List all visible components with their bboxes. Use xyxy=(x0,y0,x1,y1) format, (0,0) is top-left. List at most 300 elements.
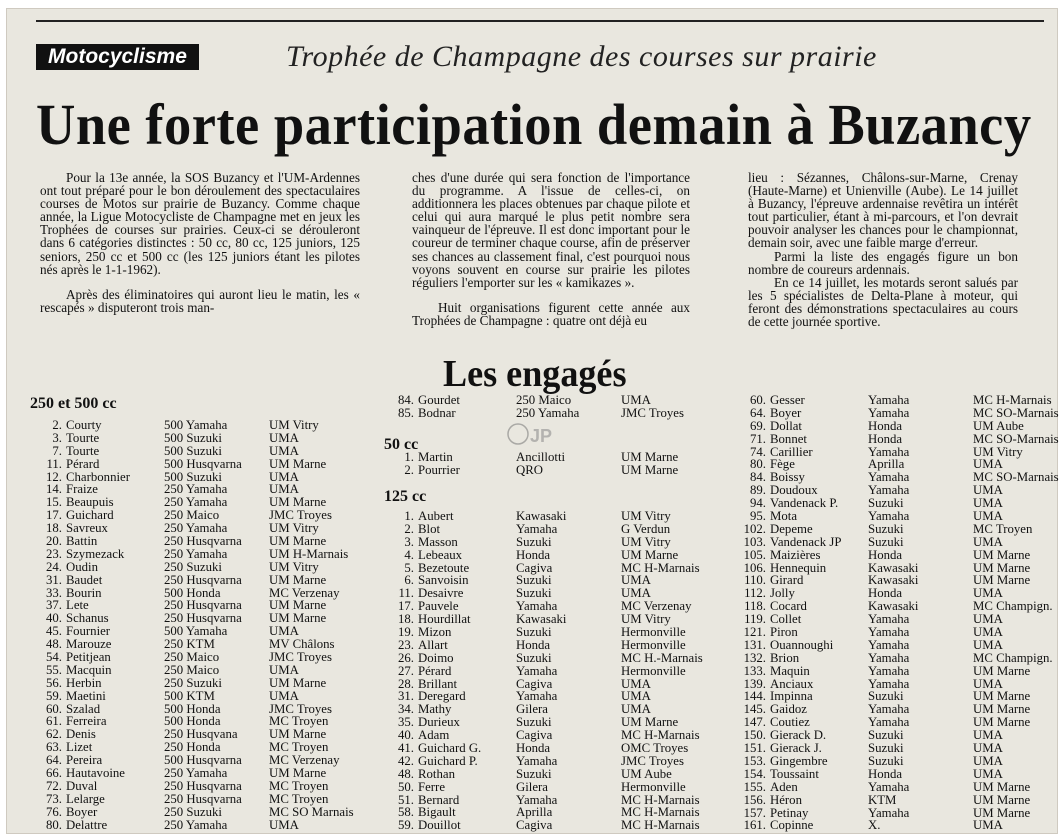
entrant-num: 26. xyxy=(398,650,414,665)
entrant-moto: 500 Suzuki xyxy=(164,469,222,484)
entrant-club: UMA xyxy=(973,728,1003,743)
entrant-club: UM Marne xyxy=(973,779,1031,794)
entrant-moto: QRO xyxy=(516,462,544,477)
entrant-name: Héron xyxy=(770,792,802,807)
entrant-moto: Suzuki xyxy=(516,625,552,640)
entrant-num: 60. xyxy=(750,393,766,407)
entrant-row xyxy=(728,794,1056,807)
entrant-name: Gaidoz xyxy=(770,702,807,717)
entrant-club: UMA xyxy=(973,676,1003,691)
entrant-club: UM Marne xyxy=(621,715,679,730)
entrant-club: UM Marne xyxy=(269,727,327,742)
entrant-moto: Yamaha xyxy=(516,792,558,807)
entrant-moto: 250 Maico xyxy=(164,508,220,523)
entrant-num: 54. xyxy=(46,650,62,665)
entrant-name: Copinne xyxy=(770,818,814,833)
entrant-num: 62. xyxy=(46,727,62,742)
entrant-row xyxy=(24,535,364,548)
entrant-club: UMA xyxy=(269,443,299,458)
entrant-row xyxy=(376,394,716,407)
entrant-num: 103. xyxy=(743,534,766,549)
entrant-name: Duval xyxy=(66,778,98,793)
entrant-name: Allart xyxy=(418,637,448,652)
entrant-moto: Suzuki xyxy=(516,766,552,781)
entrant-row xyxy=(24,767,364,780)
entrant-row xyxy=(24,419,364,432)
entrant-name: Jolly xyxy=(770,586,795,601)
entrant-moto: 250 Suzuki xyxy=(164,804,222,819)
entrant-name: Brion xyxy=(770,650,800,665)
entrant-moto: Honda xyxy=(516,547,551,562)
entrant-num: 31. xyxy=(398,689,414,704)
entrant-name: Battin xyxy=(66,534,98,549)
entrant-num: 71. xyxy=(750,431,766,446)
entrant-moto: Suzuki xyxy=(868,689,904,704)
newspaper-clipping xyxy=(6,8,1058,834)
entrant-name: Bourin xyxy=(66,585,102,600)
entrant-moto: Ancillotti xyxy=(516,450,566,464)
entrant-moto: Cagiva xyxy=(516,818,553,833)
entrant-club: MC SO-Marnais xyxy=(973,470,1059,485)
entrant-name: Boyer xyxy=(770,405,802,420)
entrant-club: UM Marne xyxy=(269,456,327,471)
entrant-moto: 250 Yamaha xyxy=(164,546,228,561)
entrant-moto: Suzuki xyxy=(868,728,904,743)
entrant-name: Pereira xyxy=(66,753,103,768)
entrant-moto: 250 Husqvarna xyxy=(164,534,242,549)
entrant-moto: 500 Suzuki xyxy=(164,443,222,458)
entrant-moto: Yamaha xyxy=(868,405,910,420)
entrant-row xyxy=(728,394,1056,407)
entrant-club: Hermonville xyxy=(621,637,686,652)
entrant-name: Piron xyxy=(770,625,798,640)
entrant-row xyxy=(728,742,1056,755)
entrant-num: 23. xyxy=(46,546,62,561)
entrant-moto: Yamaha xyxy=(868,444,910,459)
entrant-club: MC H-Marnais xyxy=(621,728,700,743)
entrant-num: 58. xyxy=(398,805,414,820)
entrant-club: UM Vitry xyxy=(973,444,1023,459)
entrant-moto: Suzuki xyxy=(868,753,904,768)
entrant-row xyxy=(24,561,364,574)
entrant-row xyxy=(376,464,716,477)
entrant-moto: 250 Maico xyxy=(164,662,220,677)
entrant-moto: Cagiva xyxy=(516,728,553,743)
entrant-club: UMA xyxy=(621,393,651,407)
entrant-num: 3. xyxy=(52,430,62,445)
entrant-name: Pérard xyxy=(66,456,100,471)
entrant-club: UMA xyxy=(269,817,299,832)
entrant-name: Delattre xyxy=(66,817,108,832)
entrant-name: Bonnet xyxy=(770,431,807,446)
entrants-heading: Les engagés xyxy=(443,353,627,395)
entrant-row xyxy=(376,523,716,536)
entrant-moto: Yamaha xyxy=(868,663,910,678)
entrant-name: Aden xyxy=(770,779,798,794)
entrant-name: Mota xyxy=(770,509,798,524)
entrant-name: Fournier xyxy=(66,624,111,639)
entrant-name: Hautavoine xyxy=(66,766,125,781)
entrant-moto: Gilera xyxy=(516,779,548,794)
entrant-row xyxy=(24,677,364,690)
entrant-row xyxy=(376,549,716,562)
entrant-name: Maquin xyxy=(770,663,810,678)
entrant-num: 118. xyxy=(744,599,766,614)
entrant-moto: Honda xyxy=(516,637,551,652)
entrant-num: 2. xyxy=(52,418,62,432)
entrant-name: Depeme xyxy=(770,521,813,536)
entrant-num: 41. xyxy=(398,741,414,756)
entrant-club: UMA xyxy=(621,702,651,717)
entrant-moto: Suzuki xyxy=(868,521,904,536)
entrant-num: 73. xyxy=(46,791,62,806)
entrant-club: UM Marne xyxy=(269,611,327,626)
entrant-row xyxy=(376,665,716,678)
entrant-club: MC Troyen xyxy=(973,521,1033,536)
entrant-num: 4. xyxy=(404,547,414,562)
entrant-club: OMC Troyes xyxy=(621,741,689,756)
entrant-club: UM Marne xyxy=(269,495,327,510)
entrant-num: 35. xyxy=(398,715,414,730)
watermark-face-icon xyxy=(508,424,528,444)
entrant-moto: Kawasaki xyxy=(868,573,919,588)
entrant-club: MC Troyen xyxy=(269,740,329,755)
section-rubric: Motocyclisme xyxy=(36,44,199,70)
entrant-moto: 250 KTM xyxy=(164,637,215,652)
entrant-num: 42. xyxy=(398,753,414,768)
entrant-club: UM Marne xyxy=(269,766,327,781)
entrant-name: Boyer xyxy=(66,804,98,819)
entrant-club: UMA xyxy=(973,483,1003,498)
entrant-name: Adam xyxy=(418,728,450,743)
entrant-num: 85. xyxy=(398,405,414,420)
entrant-row xyxy=(728,665,1056,678)
entrant-name: Masson xyxy=(418,534,458,549)
entrant-name: Hourdillat xyxy=(418,612,471,627)
entrant-num: 64. xyxy=(750,405,766,420)
entrant-row xyxy=(728,523,1056,536)
entrant-moto: 500 Husqvarna xyxy=(164,753,242,768)
entrant-name: Gingembre xyxy=(770,753,828,768)
entrant-num: 19. xyxy=(398,625,414,640)
entrant-club: MC H-Marnais xyxy=(621,805,700,820)
entrant-row xyxy=(24,548,364,561)
entrant-club: UM Aube xyxy=(621,766,672,781)
entrant-club: UM Marne xyxy=(973,715,1031,730)
entrant-name: Bezetoute xyxy=(418,560,470,575)
entrant-moto: Yamaha xyxy=(516,689,558,704)
entrant-club: UMA xyxy=(973,625,1003,640)
entrant-moto: 250 Yamaha xyxy=(164,766,228,781)
entrant-num: 40. xyxy=(46,611,62,626)
entrant-name: Desaivre xyxy=(418,586,464,601)
entrant-moto: 250 Husqvarna xyxy=(164,572,242,587)
entrant-club: MC H-Marnais xyxy=(621,560,700,575)
entrants-list-125 xyxy=(376,510,716,832)
entrant-moto: KTM xyxy=(868,792,897,807)
entrant-name: Carillier xyxy=(770,444,813,459)
entrant-moto: Kawasaki xyxy=(868,560,919,575)
entrant-row xyxy=(728,510,1056,523)
entrant-club: UM Marne xyxy=(269,675,327,690)
entrant-club: MC Troyen xyxy=(269,778,329,793)
entrant-num: 18. xyxy=(46,521,62,536)
entrant-row xyxy=(728,549,1056,562)
entrant-name: Guichard G. xyxy=(418,741,482,756)
entrant-moto: 250 Maico xyxy=(164,650,220,665)
entrant-moto: Yamaha xyxy=(868,779,910,794)
entrant-num: 27. xyxy=(398,663,414,678)
entrant-name: Vandenack JP xyxy=(770,534,842,549)
entrant-name: Doudoux xyxy=(770,483,818,498)
entrant-name: Gourdet xyxy=(418,393,460,407)
entrant-club: JMC Troyes xyxy=(269,508,332,523)
entrant-moto: Suzuki xyxy=(868,534,904,549)
entrant-club: UM Marne xyxy=(973,805,1031,820)
entrant-name: Fraize xyxy=(66,482,98,497)
entrant-row xyxy=(728,626,1056,639)
entrant-name: Fège xyxy=(770,457,795,472)
entrant-row xyxy=(376,639,716,652)
entrant-moto: Suzuki xyxy=(516,715,552,730)
entrant-club: UM Vitry xyxy=(621,534,671,549)
entrant-club: UMA xyxy=(973,457,1003,472)
entrant-moto: Suzuki xyxy=(516,534,552,549)
entrant-num: 23. xyxy=(398,637,414,652)
entrant-name: Herbin xyxy=(66,675,102,690)
entrant-club: MC Champign. xyxy=(973,650,1053,665)
entrant-club: UMA xyxy=(973,586,1003,601)
entrant-row xyxy=(376,626,716,639)
entrant-name: Petitjean xyxy=(66,650,111,665)
entrant-num: 20. xyxy=(46,534,62,549)
entrant-num: 64. xyxy=(46,753,62,768)
entrant-moto: 500 Husqvarna xyxy=(164,456,242,471)
entrant-row xyxy=(728,768,1056,781)
entrant-row xyxy=(24,458,364,471)
entrant-name: Doimo xyxy=(418,650,454,665)
entrant-moto: 250 Husqvarna xyxy=(164,598,242,613)
entrant-num: 80. xyxy=(750,457,766,472)
entrant-moto: Kawasaki xyxy=(516,509,567,523)
entrant-name: Ferre xyxy=(418,779,445,794)
entrant-club: MC Verzenay xyxy=(269,585,340,600)
entrant-num: 147. xyxy=(743,715,766,730)
entrant-name: Pourrier xyxy=(418,462,460,477)
entrant-moto: Yamaha xyxy=(868,702,910,717)
entrant-name: Gierack J. xyxy=(770,741,822,756)
entrant-moto: 500 Honda xyxy=(164,585,221,600)
entrant-num: 150. xyxy=(743,728,766,743)
entrant-name: Tourte xyxy=(66,430,100,445)
entrant-name: Sanvoisin xyxy=(418,573,469,588)
entrant-num: 84. xyxy=(750,470,766,485)
entrant-num: 133. xyxy=(743,663,766,678)
entrant-row xyxy=(376,819,716,832)
entrant-club: UMA xyxy=(973,612,1003,627)
entrant-moto: 500 Yamaha xyxy=(164,624,228,639)
entrant-name: Bigault xyxy=(418,805,456,820)
entrant-club: UMA xyxy=(269,688,299,703)
entrant-num: 33. xyxy=(46,585,62,600)
entrant-num: 28. xyxy=(398,676,414,691)
entrant-row xyxy=(24,432,364,445)
entrant-name: Savreux xyxy=(66,521,108,536)
entrant-club: Hermonville xyxy=(621,625,686,640)
entrant-row xyxy=(728,536,1056,549)
entrant-row xyxy=(728,639,1056,652)
entrant-num: 2. xyxy=(404,521,414,536)
entrant-num: 3. xyxy=(404,534,414,549)
entrant-moto: Honda xyxy=(868,418,903,433)
entrant-moto: 250 Yamaha xyxy=(164,495,228,510)
entrant-num: 12. xyxy=(46,469,62,484)
entrant-num: 45. xyxy=(46,624,62,639)
entrant-club: MC SO-Marnais xyxy=(973,431,1059,446)
entrant-club: UMA xyxy=(973,753,1003,768)
entrant-row xyxy=(376,536,716,549)
entrant-moto: 500 Honda xyxy=(164,714,221,729)
entrant-num: 17. xyxy=(46,508,62,523)
entrant-row xyxy=(728,755,1056,768)
entrant-moto: Yamaha xyxy=(868,676,910,691)
entrant-name: Collet xyxy=(770,612,802,627)
entrant-row xyxy=(24,780,364,793)
entrant-club: UM Marne xyxy=(621,450,679,464)
entrant-club: UM Vitry xyxy=(269,418,319,432)
section-title-250-500: 250 et 500 cc xyxy=(30,395,117,412)
entrant-name: Deregard xyxy=(418,689,466,704)
entrant-moto: Yamaha xyxy=(516,599,558,614)
entrant-name: Petinay xyxy=(770,805,809,820)
entrant-club: MC H-Marnais xyxy=(973,393,1052,407)
entrant-club: UMA xyxy=(973,534,1003,549)
article-column-2 xyxy=(412,171,690,327)
entrant-num: 56. xyxy=(46,675,62,690)
entrant-club: UMA xyxy=(973,637,1003,652)
entrant-num: 14. xyxy=(46,482,62,497)
entrant-club: JMC Troyes xyxy=(621,405,684,420)
entrant-moto: Yamaha xyxy=(868,805,910,820)
entrant-row xyxy=(728,819,1056,832)
entrant-name: Bernard xyxy=(418,792,460,807)
entrant-name: Pérard xyxy=(418,663,452,678)
entrant-moto: Kawasaki xyxy=(868,599,919,614)
entrant-club: UMA xyxy=(973,818,1003,833)
entrant-club: UM Marne xyxy=(973,547,1031,562)
entrant-club: UM Marne xyxy=(973,573,1031,588)
entrant-num: 31. xyxy=(46,572,62,587)
entrant-moto: Honda xyxy=(868,586,903,601)
entrant-num: 18. xyxy=(398,612,414,627)
entrant-name: Hennequin xyxy=(770,560,827,575)
entrant-club: UMA xyxy=(621,676,651,691)
entrant-club: UM Marne xyxy=(973,702,1031,717)
entrant-club: UMA xyxy=(621,689,651,704)
entrant-row xyxy=(24,819,364,832)
entrant-name: Guichard P. xyxy=(418,753,478,768)
entrant-club: MC Verzenay xyxy=(269,753,340,768)
entrant-num: 119. xyxy=(744,612,766,627)
entrant-row xyxy=(728,420,1056,433)
entrant-name: Schanus xyxy=(66,611,109,626)
entrant-name: Maetini xyxy=(66,688,106,703)
entrant-num: 72. xyxy=(46,778,62,793)
entrant-moto: 500 Honda xyxy=(164,701,221,716)
entrant-num: 89. xyxy=(750,483,766,498)
entrant-num: 112. xyxy=(744,586,766,601)
entrant-moto: Yamaha xyxy=(516,753,558,768)
entrant-row xyxy=(376,510,716,523)
entrant-num: 155. xyxy=(743,779,766,794)
entrant-num: 48. xyxy=(398,766,414,781)
entrant-club: MC SO Marnais xyxy=(269,804,354,819)
paragraph: Pour la 13e année, la SOS Buzancy et l'UM-Ardennes ont tout préparé pour le bon déroulement des spectaculaires courses de Motos sur prairie de Buzancy. Comme chaque année, la Ligue Motocycliste de Champagne met en jeux les Trophées de courses sur prairies. Ceux-ci se dérouleront dans 6 catégories distinctes : 50 cc, 80 cc, 125 juniors, 125 seniors, 250 cc et 500 cc (les 125 juniors étant les pilotes nés après le 1-1-1962). xyxy=(40,170,360,277)
paragraph: Huit organisations figurent cette année aux Trophées de Champagne : quatre ont déjà eu xyxy=(412,299,690,328)
entrant-club: UM Marne xyxy=(269,572,327,587)
entrant-moto: Honda xyxy=(868,766,903,781)
entrant-name: Tourte xyxy=(66,443,100,458)
entrant-moto: Kawasaki xyxy=(516,612,567,627)
section-title-50: 50 cc xyxy=(384,436,419,453)
entrant-moto: Aprilla xyxy=(516,805,553,820)
entrant-club: UM Marne xyxy=(621,462,679,477)
entrant-moto: X. xyxy=(868,818,881,833)
entrant-name: Baudet xyxy=(66,572,103,587)
entrants-list-50 xyxy=(376,451,716,477)
entrant-moto: 250 Yamaha xyxy=(516,405,580,420)
entrant-name: Maizières xyxy=(770,547,821,562)
entrant-num: 156. xyxy=(743,792,766,807)
entrant-num: 37. xyxy=(46,598,62,613)
entrant-num: 84. xyxy=(398,393,414,407)
entrant-club: UMA xyxy=(973,741,1003,756)
entrant-name: Gesser xyxy=(770,393,805,407)
entrant-row xyxy=(376,742,716,755)
entrant-num: 139. xyxy=(743,676,766,691)
entrant-num: 131. xyxy=(743,637,766,652)
entrant-num: 34. xyxy=(398,702,414,717)
entrant-name: Blot xyxy=(418,521,441,536)
entrant-moto: 250 Husqvarna xyxy=(164,778,242,793)
entrant-name: Aubert xyxy=(418,509,454,523)
entrant-name: Szymezack xyxy=(66,546,125,561)
entrant-club: MC H.-Marnais xyxy=(621,650,703,665)
entrant-club: UM Vitry xyxy=(621,612,671,627)
entrant-num: 63. xyxy=(46,740,62,755)
entrant-club: UM Vitry xyxy=(269,559,319,574)
entrant-num: 161. xyxy=(743,818,766,833)
entrant-row xyxy=(24,793,364,806)
entrant-num: 110. xyxy=(744,573,766,588)
entrant-num: 15. xyxy=(46,495,62,510)
entrant-club: Hermonville xyxy=(621,779,686,794)
entrant-name: Vandenack P. xyxy=(770,496,839,511)
entrant-moto: Yamaha xyxy=(868,715,910,730)
entrant-club: UMA xyxy=(973,766,1003,781)
entrant-club: UMA xyxy=(269,469,299,484)
entrant-name: Martin xyxy=(418,450,453,464)
entrant-name: Impinna xyxy=(770,689,813,704)
entrant-club: UMA xyxy=(269,624,299,639)
entrant-row xyxy=(376,451,716,464)
entrant-num: 94. xyxy=(750,496,766,511)
entrant-name: Dollat xyxy=(770,418,802,433)
entrant-name: Girard xyxy=(770,573,804,588)
entrant-name: Beaupuis xyxy=(66,495,114,510)
entrant-club: UM Vitry xyxy=(269,521,319,536)
entrant-row xyxy=(376,652,716,665)
